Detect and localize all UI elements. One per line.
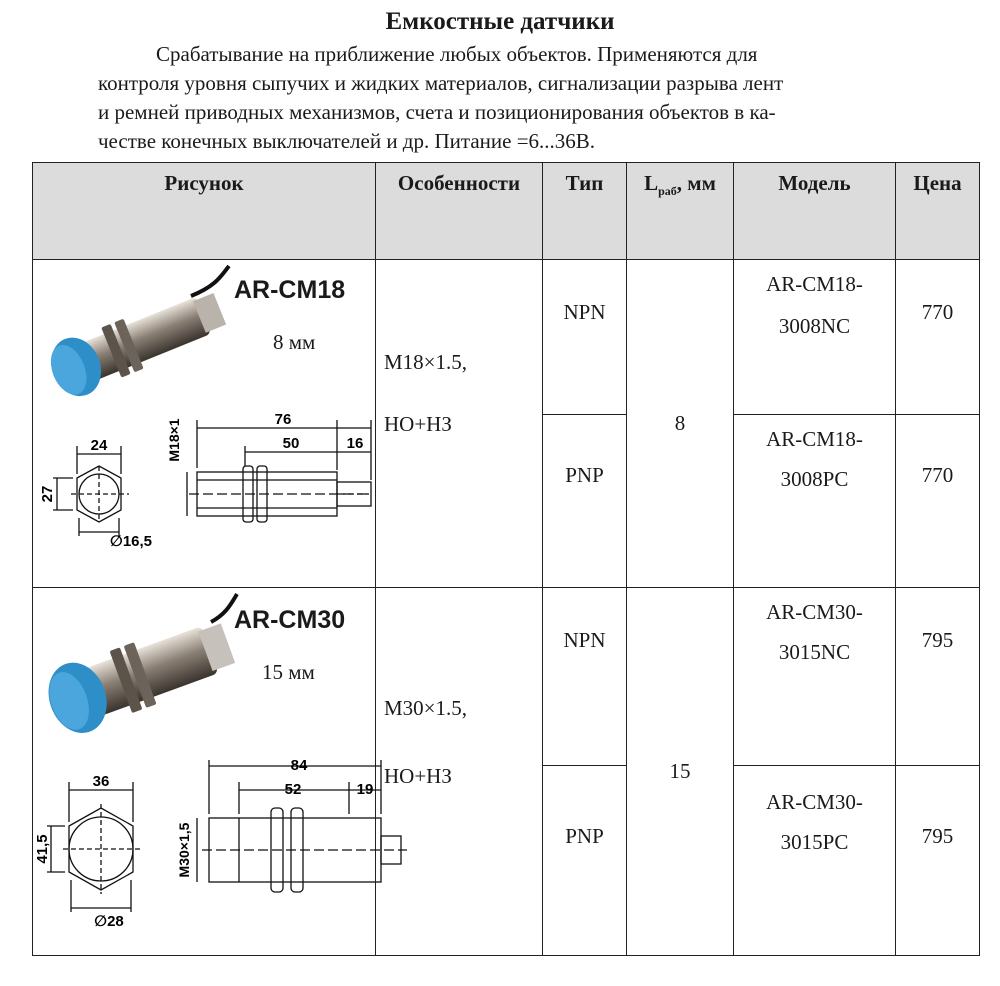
sensor-picture [33,588,375,954]
header-picture: Рисунок [33,163,376,260]
sensor-range: 8 мм [273,330,316,354]
table-row [33,588,980,766]
intro-line: контроля уровня сыпучих и жидких материалов, сигнализации разрыва лент [98,71,784,95]
features-cell [376,588,543,956]
sensor-name: AR-CM30 [234,606,346,634]
dim-diameter: ∅28 [94,913,124,930]
dim-total-length: 84 [290,757,308,774]
header-type: Тип [543,163,627,260]
distance-cell: 15 [627,588,734,956]
model-cell [734,260,896,415]
header-model: Модель [734,163,896,260]
price-cell: 770 [896,415,980,588]
model-line-1: AR-CM18- [766,272,863,296]
intro-line: честве конечных выключателей и др. Питание =6...36В. [98,129,596,153]
model-cell [734,415,896,588]
dim-tail-length: 16 [346,435,364,452]
type-cell: PNP [543,766,627,956]
model-line-1: AR-CM30- [766,790,863,814]
sensor-table [32,162,980,956]
dim-hex-width: 24 [90,437,108,454]
type-cell: PNP [543,415,627,588]
sensor-drawing-icon [34,757,377,945]
page-title: Емкостные датчики [385,8,615,35]
dim-hex-height: 41,5 [34,834,51,864]
table-header-row [33,163,980,260]
model-line-2: 3008NC [778,314,851,338]
sensor-range: 15 мм [262,660,315,684]
header-lwork-sub: раб [658,184,677,199]
model-cell [734,766,896,956]
dim-tail-length: 19 [356,781,374,798]
dim-hex-width: 36 [92,773,110,790]
distance-cell: 8 [627,260,734,588]
sensor-picture [33,260,375,587]
dim-thread: M30×1,5 [176,822,192,878]
model-line-2: 3008PC [780,467,849,492]
model-line-1: AR-CM18- [766,427,863,452]
dim-diameter: ∅16,5 [109,533,153,550]
features-thread: M30×1.5, [384,696,468,720]
dim-body-length: 52 [284,781,302,798]
model-line-2: 3015PC [780,830,849,854]
header-lwork [627,163,734,260]
table-row [33,260,980,415]
features-thread: M18×1.5, [384,350,468,374]
features-contacts: НО+НЗ [384,764,452,788]
features-contacts: НО+НЗ [384,412,452,436]
header-lwork-unit: , мм [676,171,716,195]
sensor-photo-icon [41,594,241,744]
features-cell [376,260,543,588]
model-line-2: 3015NC [778,640,851,664]
dim-hex-height: 27 [39,485,56,503]
sensor-drawing-icon [39,410,369,585]
picture-cell [33,260,376,588]
model-line-1: AR-CM30- [766,600,863,624]
header-features: Особенности [376,163,543,260]
model-cell [734,588,896,766]
sensor-name: AR-CM18 [234,276,346,304]
intro-line: Срабатывание на приближение любых объектов. Применяются для [156,42,758,66]
sensor-photo-icon [41,266,241,411]
header-price: Цена [896,163,980,260]
intro-line: и ремней приводных механизмов, счета и позиционирования объектов в ка- [98,100,776,124]
price-cell: 795 [896,766,980,956]
dim-body-length: 50 [282,435,300,452]
price-cell: 795 [896,588,980,766]
picture-cell [33,588,376,956]
type-cell: NPN [543,260,627,415]
header-lwork-main: L [644,171,659,195]
dim-total-length: 76 [274,411,292,428]
type-cell: NPN [543,588,627,766]
dim-thread: M18×1 [166,418,182,462]
price-cell: 770 [896,260,980,415]
intro-paragraph [98,40,888,156]
